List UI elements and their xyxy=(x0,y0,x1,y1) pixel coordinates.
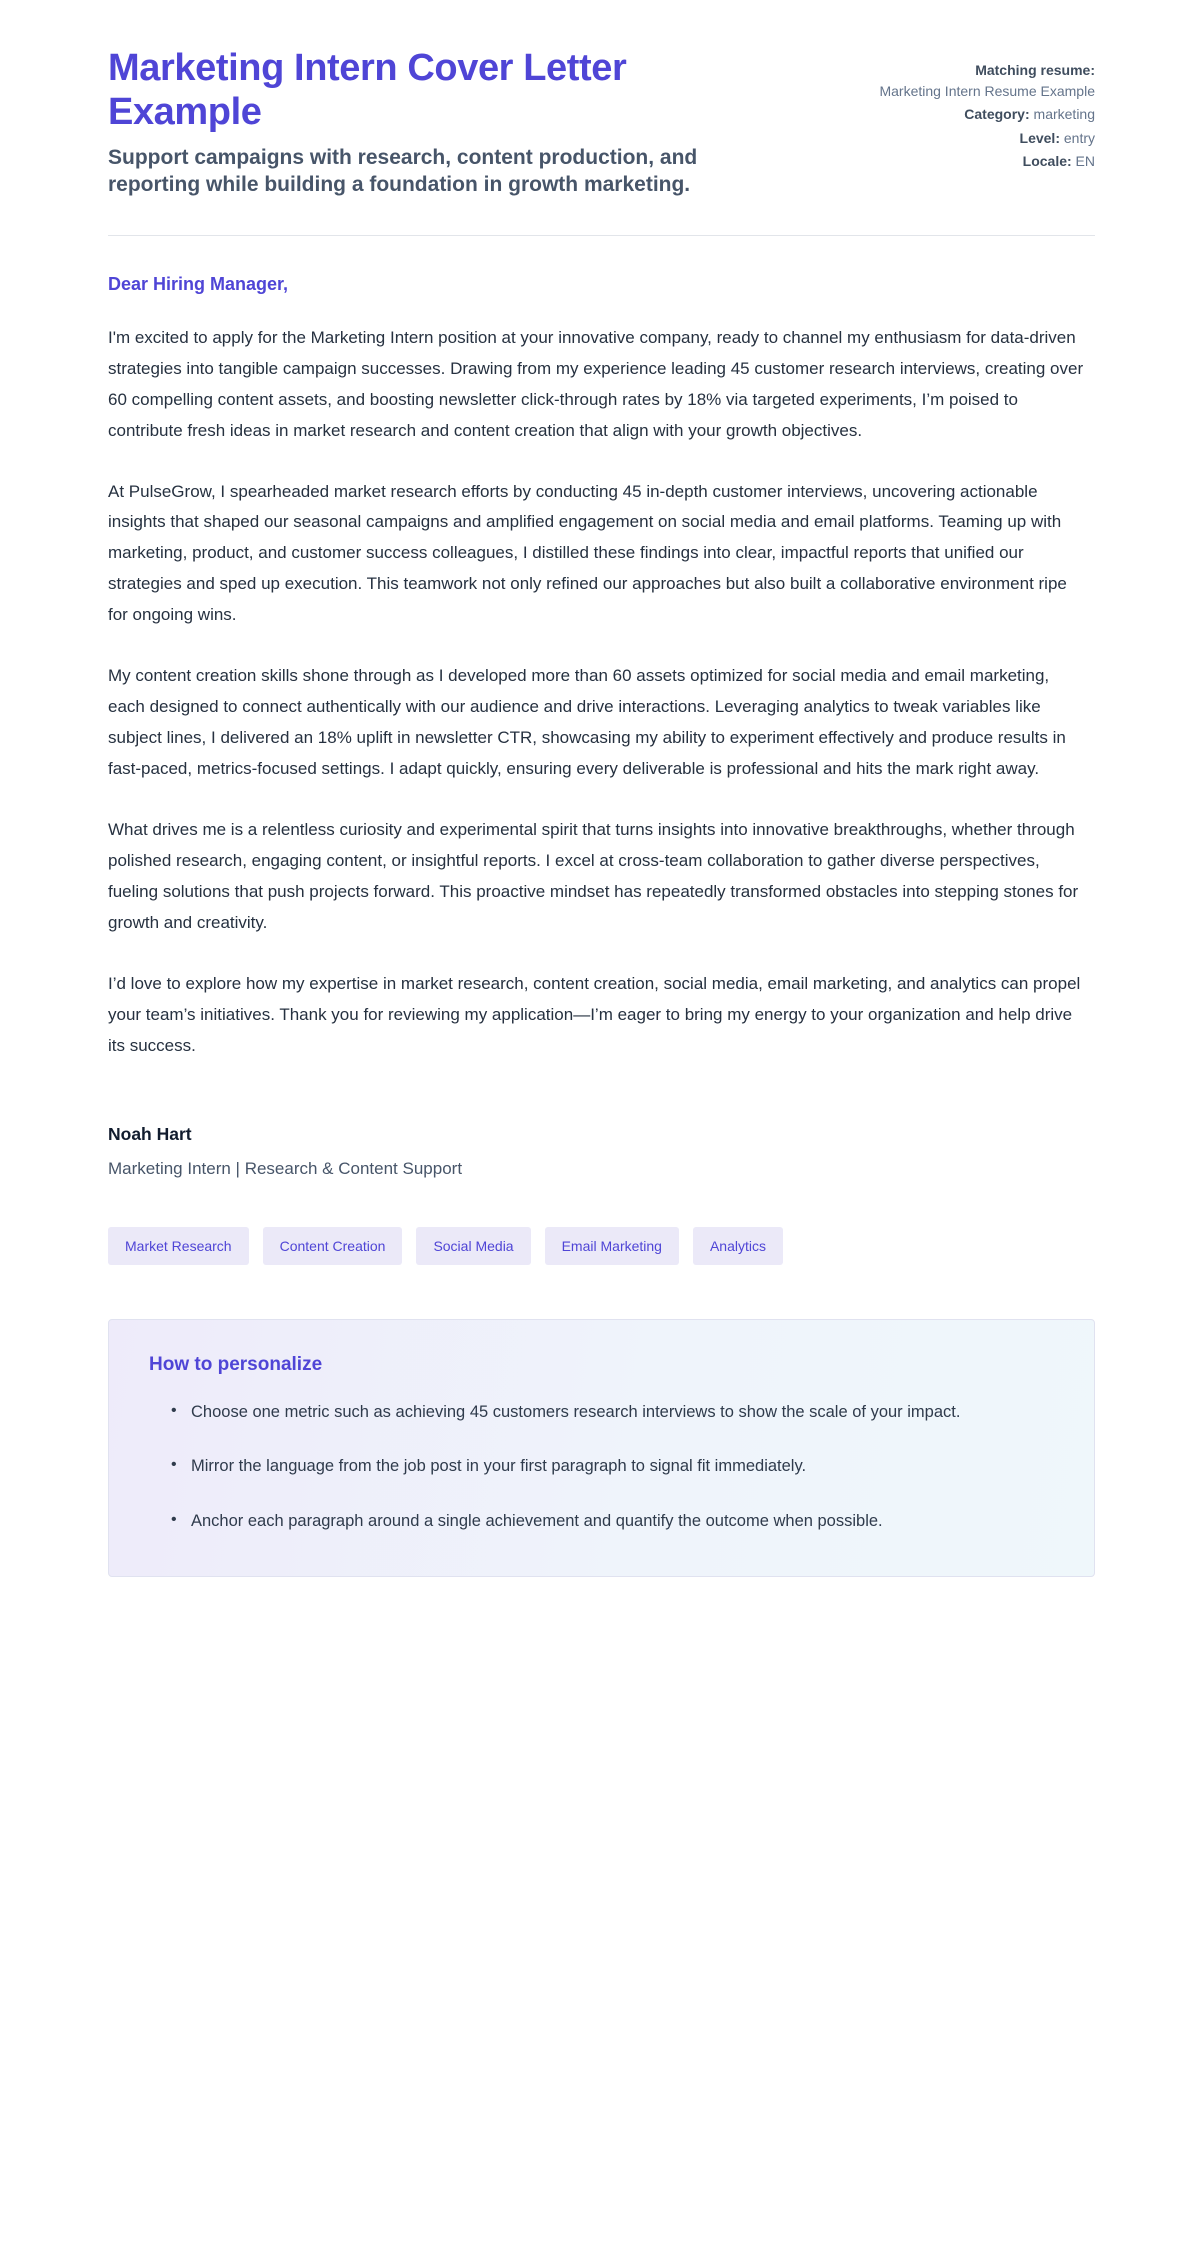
callout-title: How to personalize xyxy=(149,1353,323,1375)
skill-tag[interactable]: Market Research xyxy=(108,1227,249,1265)
header-title-block xyxy=(108,46,788,199)
skill-tag[interactable]: Analytics xyxy=(693,1227,783,1265)
meta-level-value: entry xyxy=(1063,129,1095,146)
meta-locale xyxy=(879,151,1095,172)
meta-category xyxy=(879,104,1095,125)
signature-name: Noah Hart xyxy=(108,1123,192,1144)
skill-tag[interactable]: Content Creation xyxy=(263,1227,403,1265)
meta-locale-value: EN xyxy=(1075,153,1095,170)
callout-tip-list xyxy=(149,1398,1054,1537)
letter-body xyxy=(108,236,1095,1577)
letter-paragraph: I'm excited to apply for the Marketing Intern position at your innovative company, ready to channel my enthusiasm for data-driven strategies into tangible campaign successes. Drawing from my experience leading 45 customer research interviews, creating over 60 compelling content assets, and boosting newsletter click-through rates by 18% via targeted experiments, I’m poised to contribute fresh ideas in market research and content creation that align with your growth objectives. xyxy=(108,327,1084,440)
skill-tag[interactable]: Email Marketing xyxy=(545,1227,679,1265)
letter-paragraph: At PulseGrow, I spearheaded market research efforts by conducting 45 in-depth customer interviews, uncovering actionable insights that shaped our seasonal campaigns and amplified engagement on social media and email platforms. Teaming up with marketing, product, and customer success colleagues, I distilled these findings into clear, impactful reports that unified our strategies and sped up execution. This teamwork not only refined our approaches but also built a collaborative environment ripe for ongoing wins. xyxy=(108,481,1067,625)
meta-matching-resume-value: Marketing Intern Resume Example xyxy=(879,82,1095,99)
document-metadata xyxy=(879,46,1095,172)
letter-paragraph: What drives me is a relentless curiosity and experimental spirit that turns insights into innovative breakthroughs, whether through polished research, engaging content, or insightful reports. I excel at cross-team collaboration to gather diverse perspectives, fueling solutions that push projects forward. This proactive mindset has repeatedly transformed obstacles into stepping stones for growth and creativity. xyxy=(108,819,1079,932)
meta-level xyxy=(879,128,1095,149)
skill-tag-list xyxy=(108,1227,1095,1265)
meta-matching-resume-label: Matching resume: xyxy=(975,62,1095,78)
callout-tip-item: • Choose one metric such as achieving 45 customers research interviews to show the scale of your impact. xyxy=(171,1398,1054,1427)
how-to-personalize-callout xyxy=(108,1319,1095,1578)
meta-category-label: Category: xyxy=(964,106,1030,123)
page-header xyxy=(108,46,1095,199)
callout-tip-item: • Anchor each paragraph around a single achievement and quantify the outcome when possible. xyxy=(171,1507,1054,1536)
signature-block xyxy=(108,1124,1095,1179)
meta-locale-label: Locale: xyxy=(1022,153,1072,170)
callout-tip-item: • Mirror the language from the job post in your first paragraph to signal fit immediately. xyxy=(171,1452,1054,1481)
letter-paragraph: My content creation skills shone through as I developed more than 60 assets optimized for social media and email marketing, each designed to connect authentically with our audience and drive interactions. Leveraging analytics to tweak variables like subject lines, I delivered an 18% uplift in newsletter CTR, showcasing my ability to experiment effectively and produce results in fast-paced, metrics-focused settings. I adapt quickly, ensuring every deliverable is professional and hits the mark right away. xyxy=(108,666,1066,778)
page-subtitle: Support campaigns with research, content production, and reporting while building a foundation in growth marketing. xyxy=(108,146,698,197)
meta-matching-resume xyxy=(879,60,1095,101)
meta-category-value: marketing xyxy=(1033,106,1095,123)
page-title: Marketing Intern Cover Letter Example xyxy=(108,47,627,134)
skill-tag[interactable]: Social Media xyxy=(416,1227,530,1265)
signature-role: Marketing Intern | Research & Content Support xyxy=(108,1158,463,1178)
letter-paragraph: I’d love to explore how my expertise in market research, content creation, social media, email marketing, and analytics can propel your team’s initiatives. Thank you for reviewing my application—I’m eager to bring my energy to your organization and help drive its success. xyxy=(108,973,1081,1055)
letter-salutation: Dear Hiring Manager, xyxy=(108,273,289,294)
meta-level-label: Level: xyxy=(1019,129,1060,146)
